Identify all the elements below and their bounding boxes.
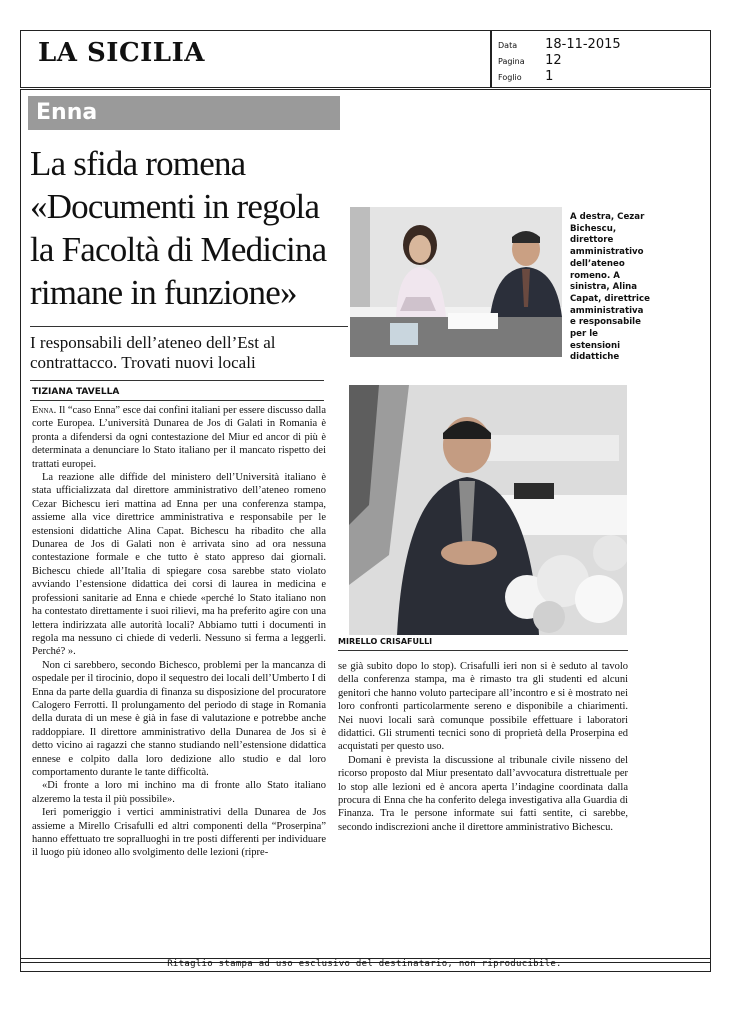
footer-notice: Ritaglio stampa ad uso esclusivo del destinatario, non riproducibile. [167,959,562,969]
headline-line: «Documenti in regola [30,187,320,226]
headline-line: rimane in funzione» [30,273,297,312]
photo-top-illustration [350,207,562,357]
meta-date-value: 18-11-2015 [545,37,621,52]
dateline: Enna. [32,405,57,416]
photo-director [349,385,627,635]
meta-date-label: Data [498,41,518,50]
paragraph-text: Il “caso Enna” esce dai confini italiani per essere discusso dalla corte Europea. L’università Dunarea de Jos di Galati in Romania è pronta a difendersi da ogni contestazione del Miur ed ancor di più è determinata a denunciare lo Stato italiano per il mancato rispetto dei trattati europei. [32,405,326,470]
meta-page-label: Pagina [498,57,525,66]
newspaper-masthead: LA SICILIA [38,38,205,68]
meta-sheet [498,65,553,84]
divider [30,326,348,327]
meta-sheet-value: 1 [545,69,554,84]
divider [30,400,324,401]
photo-main-illustration [349,385,627,635]
divider [338,650,628,651]
divider [30,380,324,381]
photo-credit: MIRELLO CRISAFULLI [338,637,433,646]
section-title: Enna [36,100,98,125]
photo-caption: A destra, Cezar Bichescu, direttore amministrativo dell’ateneo romeno. A sinistra, Alina Capat, direttrice amministrativa e responsabile per le estensioni didattiche [570,212,650,363]
paragraph: Ieri pomeriggio i vertici amministrativi della Dunarea de Jos assieme a Mirello Crisafulli ed altri componenti della “Proserpina” hanno effettuato tre sopralluoghi in tre posti differenti per individuare il luogo più idoneo allo svolgimento delle lezioni (ripre- [32,807,326,859]
meta-page-value: 12 [545,53,562,68]
headline [30,142,348,314]
paragraph: La reazione alle diffide del ministero dell’Università italiano è stata ufficializzata dal direttore amministrativo dell’ateneo romeno Cezar Bichescu ieri mattina ad Enna per una conferenza stampa, assieme alla vice direttrice amministrativa e responsabile per le estensioni didattiche Alina Capat. Bichescu ha ribadito che alla Dunarea de Jos di Galati non è arrivata sino ad ora nessuna contestazione formale e che tutto è stato appreso dai giornali. Bichescu chiede all’Italia di spiegare cosa sarebbe stato violato avviando l’estensione didattica dei corsi di laurea in medicina e professioni sanitarie ad Enna e chiede «perché lo Stato italiano non ha contestato direttamente i suoi rilievi, ma ha preferito agire con una lettera indirizzata alle autorità locali? Abbiamo tutti i documenti in regola ma nessuno ci chiede di vederli. Nessuno si ferma a leggerli. Perché? ». [32,472,326,658]
paragraph: Non ci sarebbero, secondo Bichesco, problemi per la mancanza di ospedale per il tirocinio, dopo il sequestro dei locali dell’Umberto I di Enna da parte della guardia di finanza su disposizione del procuratore Calogero Ferrotti. Il prolungamento del periodo di stage in Romania della durata di un mese è già in fase di valutazione e potrebbe anche raddoppiare. Il direttore amministrativo della Dunarea de Jos si è detto vicino ai ragazzi che stanno studiando nell’estensione didattica ennese e colpito dalla loro dedizione allo studio e dal loro comportamento durante le tante difficoltà. [32,659,326,778]
photo-press-conference [350,207,562,357]
paragraph: «Di fronte a loro mi inchino ma di fronte allo Stato italiano alzeremo la testa il più possibile». [32,780,326,805]
subheadline: I responsabili dell’ateneo dell’Est al contrattacco. Trovati nuovi locali [30,333,276,372]
section-banner [28,96,340,130]
headline-line: la Facoltà di Medicina [30,230,327,269]
paragraph: se già subito dopo lo stop). Crisafulli ieri non si è seduto al tavolo della conferenza stampa, ma è rimasto tra gli studenti ed alcuni genitori che hanno voluto partecipare all’incontro e si è mostrato nei loro confronti particolarmente sereno e disponibile a chiarimenti. Nei nuovi locali sarà comunque possibile effettuare i laboratori didattici. Gli strumenti tecnici sono di proprietà della Proserpina ed acquistati per questo uso. [338,661,628,753]
article-column-2 [338,660,628,840]
paragraph: Domani è prevista la discussione al tribunale civile nisseno del ricorso proposto dal Miur presentato dall’avvocatura distrettuale per lo stop alle lezioni ed è ancora aperta l’indagine coordinata dalla procura di Enna che ha conferito delega investigativa alla Guardia di Finanza. Tra le persone informate sui fatti sentite, ci sarebbe, secondo indiscrezioni anche il direttore amministrativo Bichescu. [338,754,628,833]
meta-sheet-label: Foglio [498,73,522,82]
headline-line: La sfida romena [30,144,246,183]
paragraph [32,404,326,471]
article-column-1 [32,404,326,859]
byline: TIZIANA TAVELLA [32,387,120,397]
